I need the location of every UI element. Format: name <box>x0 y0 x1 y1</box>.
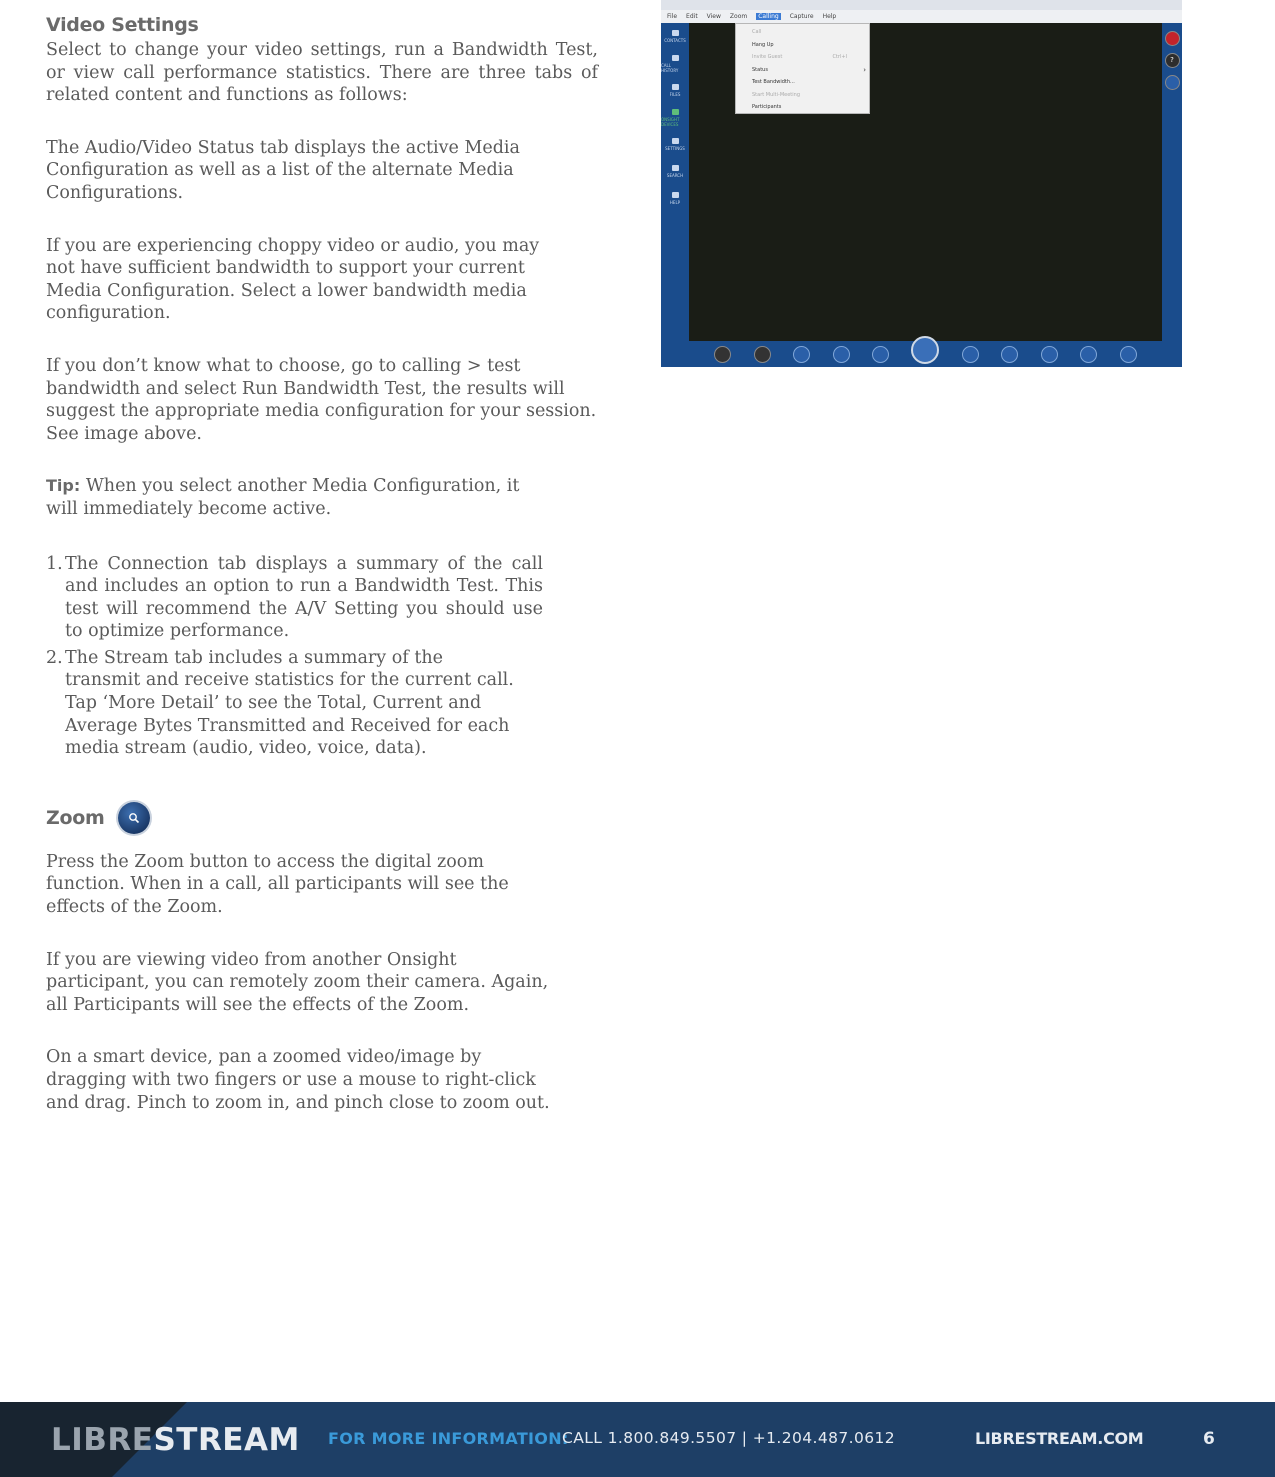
help-icon <box>672 192 679 198</box>
tip-paragraph <box>46 475 556 520</box>
files-icon <box>672 84 679 90</box>
folder-icon[interactable] <box>1120 346 1137 363</box>
sidebar-label: CONTACTS <box>664 38 686 43</box>
sidebar-item-files[interactable] <box>661 77 689 104</box>
tip-label: Tip: <box>46 476 81 496</box>
zoom-icon[interactable] <box>793 346 810 363</box>
sidebar-label: SETTINGS <box>665 146 685 151</box>
sidebar-item-settings[interactable] <box>661 131 689 158</box>
sidebar-label: HELP <box>669 200 681 205</box>
app-bottom-toolbar <box>689 341 1162 367</box>
sidebar-label: SEARCH <box>666 173 684 178</box>
list-item-connection <box>46 553 543 643</box>
app-screenshot <box>661 0 1182 367</box>
history-icon <box>672 55 679 61</box>
menu-edit[interactable]: Edit <box>686 13 698 20</box>
contacts-icon <box>672 30 679 36</box>
sidebar-item-devices[interactable] <box>661 104 689 131</box>
menu-help[interactable]: Help <box>822 13 837 20</box>
calling-dropdown-menu <box>735 23 870 114</box>
menu-file[interactable]: File <box>667 13 678 20</box>
devices-icon <box>672 109 679 115</box>
more-info-label: FOR MORE INFORMATION: <box>328 1429 569 1448</box>
focus-icon[interactable] <box>833 346 850 363</box>
menu-zoom[interactable]: Zoom <box>729 13 748 20</box>
video-settings-heading: Video Settings <box>46 14 199 36</box>
sidebar-label: CALL HISTORY <box>661 62 679 73</box>
sidebar-item-call-history[interactable] <box>661 50 689 77</box>
camera-toggle-icon[interactable] <box>911 336 939 364</box>
menu-item-label: Status <box>752 66 768 73</box>
logo-part-2: STREAM <box>153 1422 300 1458</box>
media-config-icon[interactable] <box>1041 346 1058 363</box>
search-icon <box>672 165 679 171</box>
help-icon[interactable]: ? <box>1165 53 1180 68</box>
gear-icon <box>672 138 679 144</box>
menu-item-test-bandwidth[interactable]: Test Bandwidth... <box>752 79 795 85</box>
capture-icon[interactable] <box>714 346 731 363</box>
menu-item-status[interactable] <box>736 64 869 77</box>
av-status-paragraph: The Audio/Video Status tab displays the active Media Configuration as well as a list of the alternate Media Configurations. <box>46 137 520 203</box>
telestration-icon[interactable] <box>962 346 979 363</box>
mode-icon[interactable] <box>872 346 889 363</box>
share-icon[interactable] <box>1165 75 1180 90</box>
page-number: 6 <box>1203 1429 1215 1449</box>
zoom-paragraph-3: On a smart device, pan a zoomed video/image by dragging with two fingers or use a mouse to right-click and drag. Pinch to zoom in, and pinch close to zoom out. <box>46 1047 550 1113</box>
shortcut-label: Ctrl+I <box>832 54 847 60</box>
bandwidth-test-paragraph: If you don’t know what to choose, go to calling > test bandwidth and select Run Bandwidth Test, the results will suggest the appropriate media configuration for your session. See image above. <box>46 355 597 444</box>
menu-item-multi-meeting[interactable]: Start Multi-Meeting <box>752 91 800 98</box>
app-titlebar <box>661 0 1182 10</box>
sidebar-label: FILES <box>669 92 681 97</box>
zoom-paragraph-1: Press the Zoom button to access the digital zoom function. When in a call, all participants will see the effects of the Zoom. <box>46 851 509 918</box>
zoom-header <box>46 802 598 834</box>
menu-item-participants[interactable]: Participants <box>752 104 782 110</box>
sidebar-item-search[interactable] <box>661 158 689 185</box>
menu-item-invite-guest[interactable] <box>736 51 869 64</box>
light-icon[interactable] <box>1001 346 1018 363</box>
menu-item-hang-up[interactable]: Hang Up <box>752 41 774 48</box>
menu-calling[interactable]: Calling <box>758 13 779 20</box>
sidebar-item-contacts[interactable] <box>661 23 689 50</box>
chevron-right-icon: › <box>863 65 866 74</box>
website-link[interactable]: LIBRESTREAM.COM <box>975 1429 1144 1448</box>
tabs-list <box>46 553 543 760</box>
video-settings-intro: Select to change your video settings, run a Bandwidth Test, or view call performance statistics. There are three tabs of related content and functions as follows: <box>46 40 598 106</box>
zoom-magnifier-icon <box>118 802 150 834</box>
record-icon[interactable] <box>754 346 771 363</box>
menu-capture[interactable]: Capture <box>789 13 814 20</box>
chat-icon[interactable] <box>1080 346 1097 363</box>
choppy-video-paragraph: If you are experiencing choppy video or audio, you may not have sufficient bandwidth to support your current Media Configuration. Select a lower bandwidth media configuration. <box>46 235 540 324</box>
app-sidebar <box>661 23 689 367</box>
sidebar-label: ONSIGHT DEVICES <box>661 116 680 127</box>
phone-numbers: CALL 1.800.849.5507 | +1.204.487.0612 <box>562 1429 896 1447</box>
list-item-stream <box>46 647 520 760</box>
menu-view[interactable]: View <box>706 13 721 20</box>
list-text: The Stream tab includes a summary of the transmit and receive statistics for the current call. Tap ‘More Detail’ to see the Total, Current and Average Bytes Transmitted and Received for each media stream (audio, video, voice, data). <box>65 647 514 759</box>
menu-item-label: Invite Guest <box>752 54 783 60</box>
app-menubar <box>661 10 1182 23</box>
tip-text: When you select another Media Configuration, it will immediately become active. <box>46 476 520 519</box>
zoom-paragraph-2: If you are viewing video from another Onsight participant, you can remotely zoom their camera. Again, all Participants will see the effects of the Zoom. <box>46 949 549 1015</box>
page-footer <box>0 1402 1275 1477</box>
list-text: The Connection tab displays a summary of the call and includes an option to run a Bandwidth Test. This test will recommend the A/V Setting you should use to optimize performance. <box>65 553 543 642</box>
list-number: 1. <box>46 553 63 574</box>
sidebar-item-help[interactable] <box>661 185 689 212</box>
list-number: 2. <box>46 647 63 668</box>
hang-up-icon[interactable] <box>1165 31 1180 46</box>
librestream-logo <box>51 1422 300 1458</box>
zoom-heading: Zoom <box>46 806 105 829</box>
menu-item-call[interactable]: Call <box>752 29 762 35</box>
app-right-toolbar <box>1162 23 1182 367</box>
logo-part-1: LIBRE <box>51 1422 154 1458</box>
main-column <box>46 14 598 1114</box>
